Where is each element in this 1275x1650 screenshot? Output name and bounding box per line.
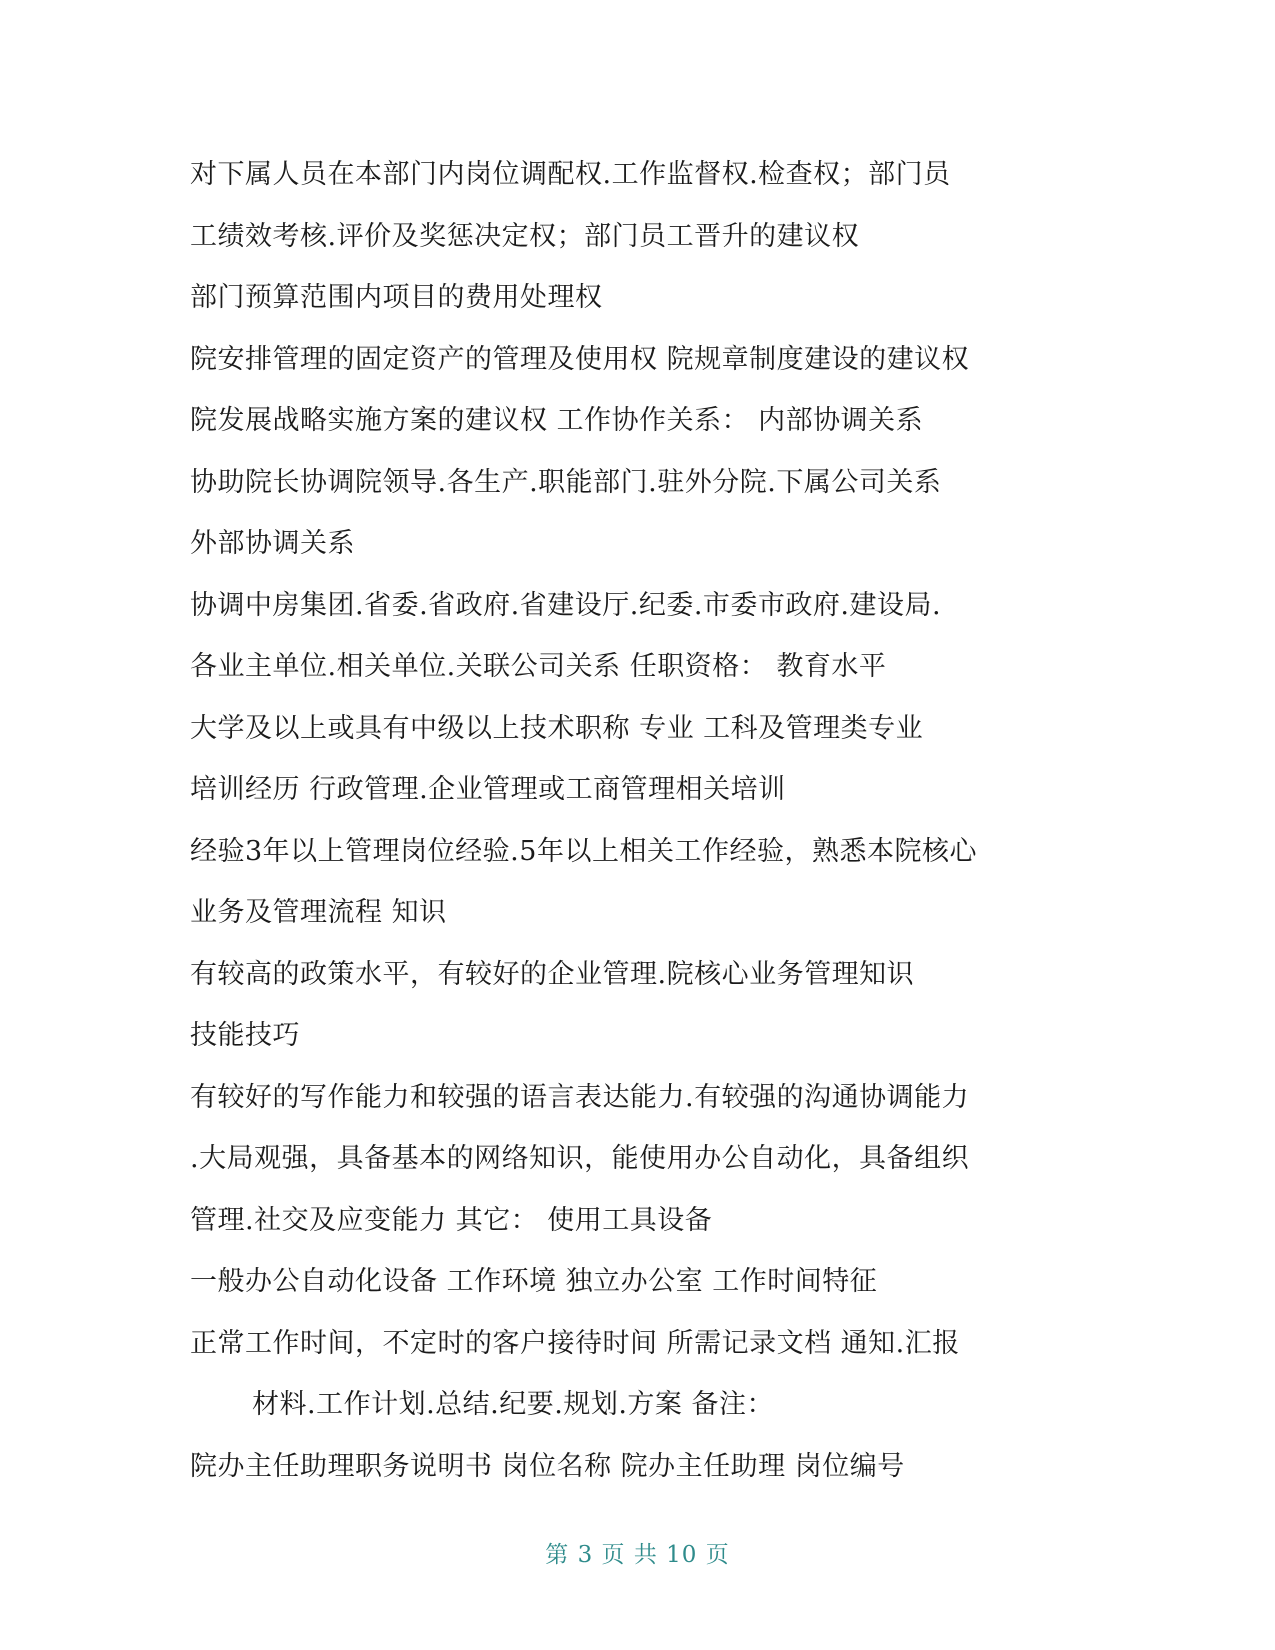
text-line: 对下属人员在本部门内岗位调配权.工作监督权.检查权；部门员 <box>190 159 951 190</box>
text-line: 外部协调关系 <box>190 528 355 559</box>
text-line: 业务及管理流程 知识 <box>190 897 447 928</box>
text-line: 正常工作时间，不定时的客户接待时间 所需记录文档 通知.汇报 <box>190 1327 960 1359</box>
text-line: 大学及以上或具有中级以上技术职称 专业 工科及管理类专业 <box>190 712 924 744</box>
document-body <box>190 144 1090 1497</box>
text-line: .大局观强，具备基本的网络知识，能使用办公自动化，具备组织 <box>190 1143 970 1174</box>
text-line: 院办主任助理职务说明书 岗位名称 院办主任助理 岗位编号 <box>190 1450 905 1482</box>
text-line: 工绩效考核.评价及奖惩决定权；部门员工晋升的建议权 <box>190 220 860 252</box>
text-line: 协调中房集团.省委.省政府.省建设厅.纪委.市委市政府.建设局. <box>190 589 942 621</box>
text-line: 技能技巧 <box>190 1020 300 1051</box>
text-line: 各业主单位.相关单位.关联公司关系 任职资格： 教育水平 <box>190 651 887 682</box>
text-line: 经验3年以上管理岗位经验.5年以上相关工作经验，熟悉本院核心 <box>190 835 977 867</box>
text-line: 管理.社交及应变能力 其它： 使用工具设备 <box>190 1204 713 1236</box>
text-line: 有较高的政策水平，有较好的企业管理.院核心业务管理知识 <box>190 958 915 990</box>
text-line: 院安排管理的固定资产的管理及使用权 院规章制度建设的建议权 <box>190 343 970 375</box>
text-line: 有较好的写作能力和较强的语言表达能力.有较强的沟通协调能力 <box>190 1081 970 1113</box>
text-line: 协助院长协调院领导.各生产.职能部门.驻外分院.下属公司关系 <box>190 466 942 498</box>
text-line: 材料.工作计划.总结.纪要.规划.方案 备注： <box>252 1389 774 1420</box>
text-line: 培训经历 行政管理.企业管理或工商管理相关培训 <box>190 774 786 805</box>
text-line: 部门预算范围内项目的费用处理权 <box>190 282 603 313</box>
text-line: 院发展战略实施方案的建议权 工作协作关系： 内部协调关系 <box>190 405 924 436</box>
text-line: 一般办公自动化设备 工作环境 独立办公室 工作时间特征 <box>190 1266 878 1297</box>
page-number-footer: 第 3 页 共 10 页 <box>545 1542 730 1568</box>
